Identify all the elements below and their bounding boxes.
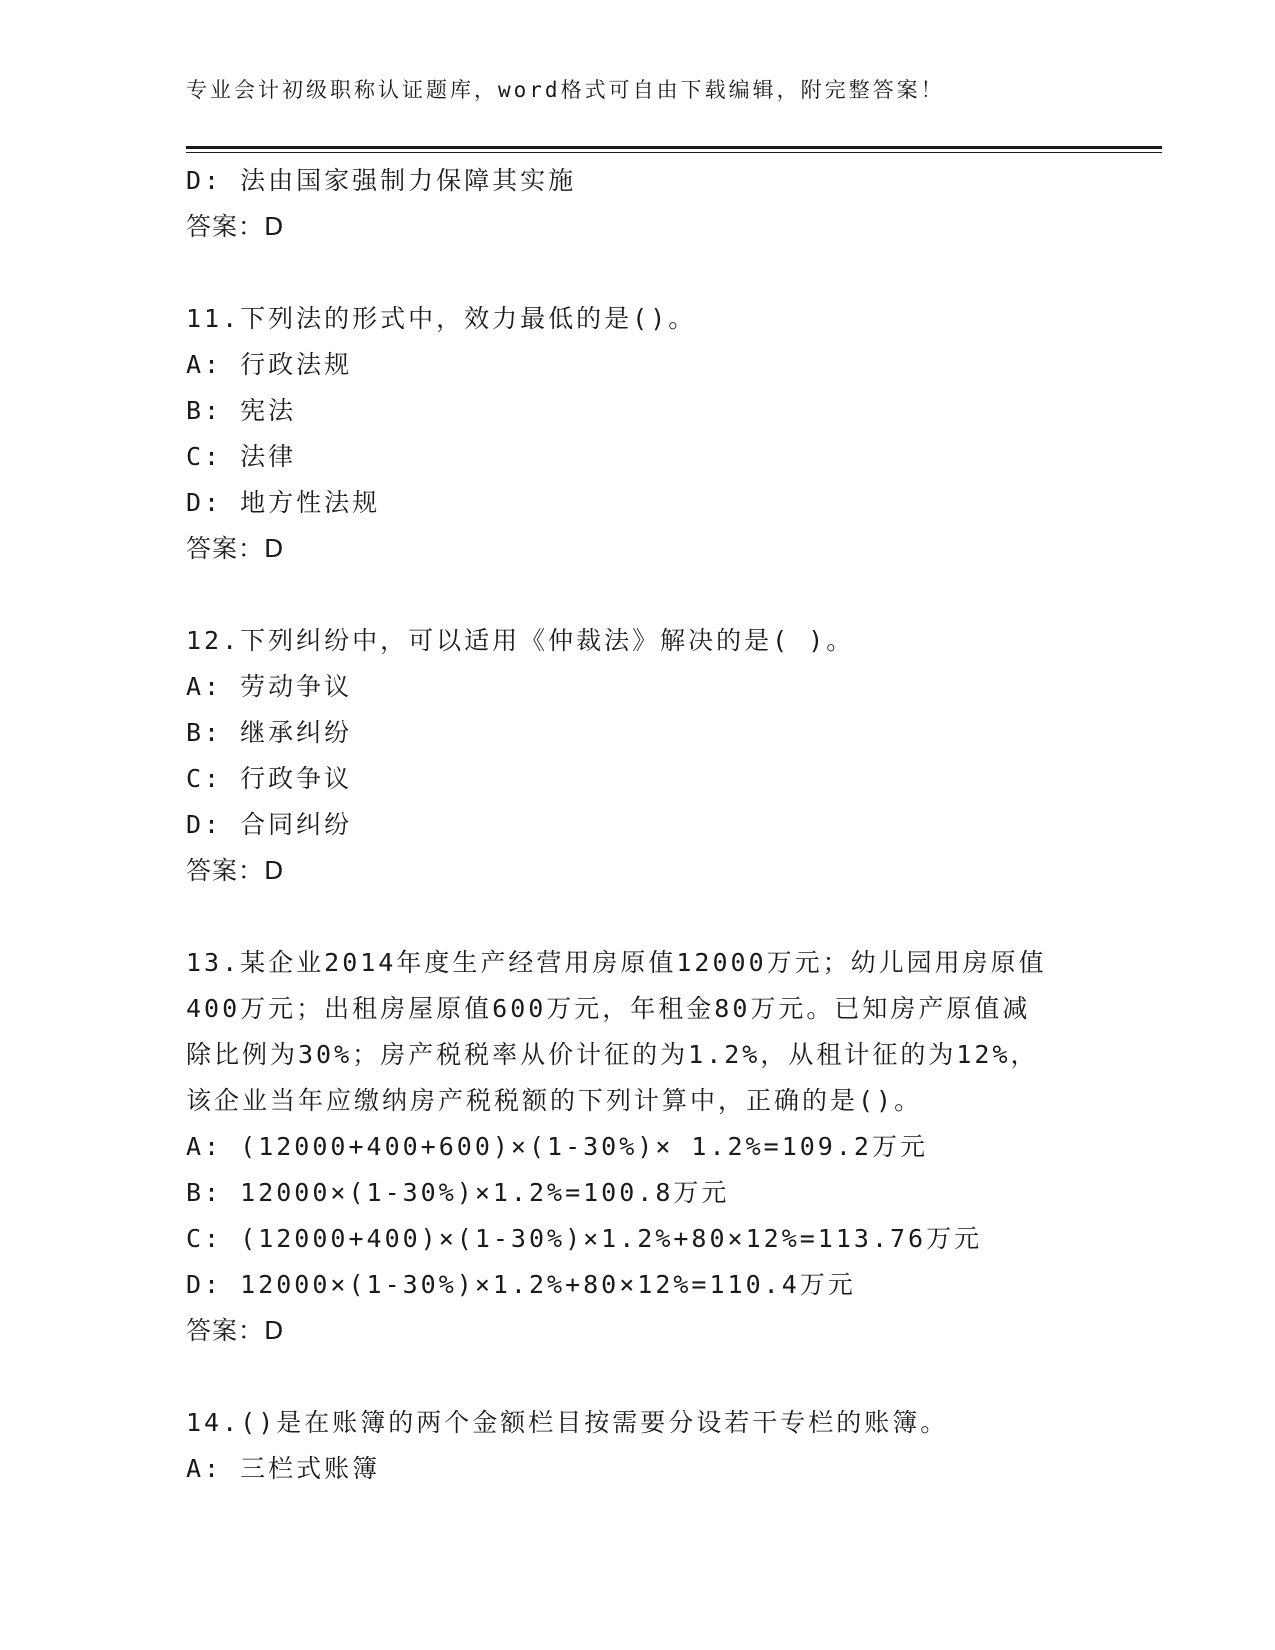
- answer-line: 答案：D: [186, 212, 285, 241]
- question-13-stem-line-3: 除比例为30%；房产税税率从价计征的为1.2%，从租计征的为12%，: [186, 1040, 1039, 1069]
- question-11-option-d: D: 地方性法规: [186, 488, 381, 517]
- question-13-stem-line-4: 该企业当年应缴纳房产税税额的下列计算中，正确的是()。: [186, 1086, 923, 1115]
- question-13-option-a: A: (12000+400+600)×(1-30%)× 1.2%=109.2万元: [186, 1132, 928, 1161]
- page-header: 专业会计初级职称认证题库，word格式可自由下载编辑，附完整答案！: [186, 78, 945, 102]
- question-11-stem: 11.下列法的形式中，效力最低的是()。: [186, 304, 697, 333]
- question-11-option-a: A: 行政法规: [186, 350, 353, 379]
- question-11-option-b: B: 宪法: [186, 396, 297, 425]
- question-13-option-c: C: (12000+400)×(1-30%)×1.2%+80×12%=113.76万元: [186, 1224, 983, 1253]
- question-13-option-b: B: 12000×(1-30%)×1.2%=100.8万元: [186, 1178, 730, 1207]
- spacer: [186, 250, 1086, 296]
- question-14-stem: 14.()是在账簿的两个金额栏目按需要分设若干专栏的账簿。: [186, 1408, 949, 1437]
- header-rule-thick: [186, 146, 1162, 149]
- question-content: [186, 158, 1086, 1492]
- question-12-stem: 12.下列纠纷中，可以适用《仲裁法》解决的是( )。: [186, 626, 855, 655]
- spacer: [186, 572, 1086, 618]
- question-13-stem-line-1: 13.某企业2014年度生产经营用房原值12000万元；幼儿园用房原值: [186, 948, 1047, 977]
- spacer: [186, 894, 1086, 940]
- question-12-option-a: A: 劳动争议: [186, 672, 353, 701]
- question-13-stem-line-2: 400万元；出租房屋原值600万元，年租金80万元。已知房产原值减: [186, 994, 1031, 1023]
- question-11-option-c: C: 法律: [186, 442, 297, 471]
- header-rule-thin: [186, 152, 1162, 153]
- option-d: D: 法由国家强制力保障其实施: [186, 166, 577, 195]
- question-11-answer: 答案：D: [186, 534, 285, 563]
- question-12-option-c: C: 行政争议: [186, 764, 353, 793]
- question-12-option-b: B: 继承纠纷: [186, 718, 353, 747]
- question-13-answer: 答案：D: [186, 1316, 285, 1345]
- question-13-option-d: D: 12000×(1-30%)×1.2%+80×12%=110.4万元: [186, 1270, 856, 1299]
- spacer: [186, 1354, 1086, 1400]
- question-14-option-a: A: 三栏式账簿: [186, 1454, 381, 1483]
- question-12-answer: 答案：D: [186, 856, 285, 885]
- question-12-option-d: D: 合同纠纷: [186, 810, 353, 839]
